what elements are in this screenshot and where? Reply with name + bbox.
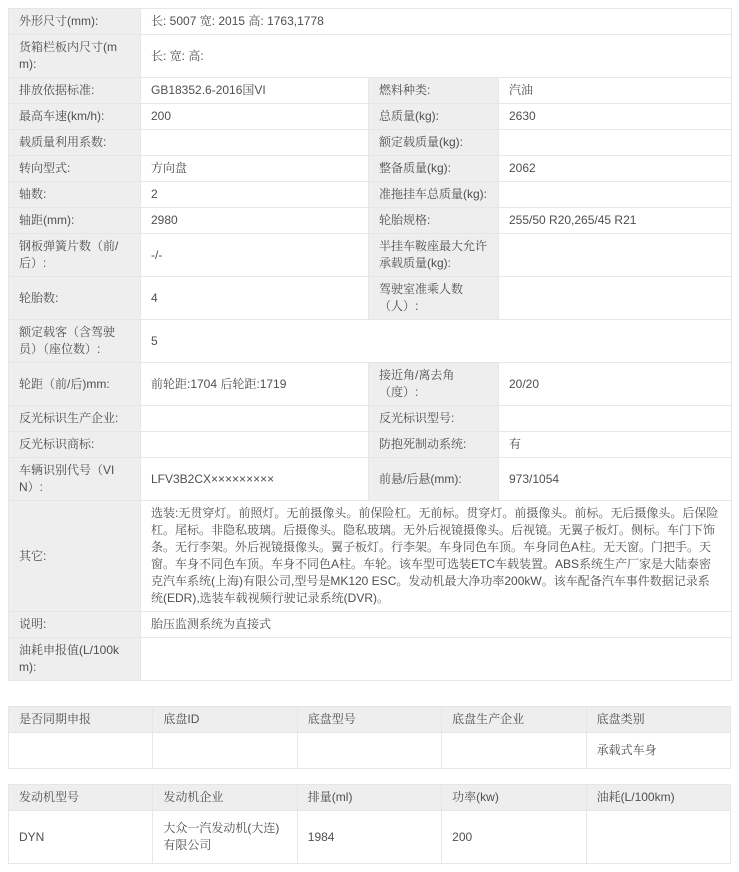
engine-data-cell: 大众一汽发动机(大连)有限公司	[153, 811, 297, 864]
spec-value-cell: 255/50 R20,265/45 R21	[499, 208, 732, 234]
chassis-header-cell: 底盘生产企业	[442, 707, 586, 733]
chassis-table-body	[9, 707, 731, 769]
spec-value-cell: 方向盘	[141, 156, 369, 182]
spec-label-cell: 前悬/后悬(mm):	[369, 458, 499, 501]
spec-label-cell: 轴距(mm):	[9, 208, 141, 234]
spec-value-cell	[499, 182, 732, 208]
spec-row	[9, 104, 732, 130]
spec-label-cell: 总质量(kg):	[369, 104, 499, 130]
spec-row	[9, 501, 732, 612]
spec-row	[9, 35, 732, 78]
spec-label-cell: 钢板弹簧片数（前/后）:	[9, 234, 141, 277]
spec-value-cell: 5	[141, 320, 732, 363]
chassis-data-row	[9, 733, 731, 769]
spec-label-cell: 反光标识商标:	[9, 432, 141, 458]
vehicle-spec-table	[8, 8, 732, 681]
spec-value-cell	[141, 638, 732, 681]
engine-data-cell: DYN	[9, 811, 153, 864]
spec-row	[9, 320, 732, 363]
chassis-header-row	[9, 707, 731, 733]
spec-label-cell: 轴数:	[9, 182, 141, 208]
spec-row	[9, 182, 732, 208]
spec-row	[9, 363, 732, 406]
spec-value-cell: -/-	[141, 234, 369, 277]
spec-label-cell: 准拖挂车总质量(kg):	[369, 182, 499, 208]
engine-header-cell: 发动机企业	[153, 785, 297, 811]
spec-label-cell: 说明:	[9, 612, 141, 638]
chassis-header-cell: 底盘型号	[297, 707, 441, 733]
spec-value-cell: 选装:无贯穿灯。前照灯。无前摄像头。前保险杠。无前标。贯穿灯。前摄像头。前标。无后摄像头。后保险杠。尾标。非隐私玻璃。后摄像头。隐私玻璃。无外后视镜摄像头。后视镜。无翼子板灯。侧标。车门下饰条。无行李架。外后视镜摄像头。翼子板灯。行李架。车身同色车顶。车身同色A柱。无天窗。门把手。天窗。车身不同色车顶。车身不同色A柱。车轮。该车型可选装ETC车载装置。ABS系统生产厂家是大陆泰密克汽车系统(上海)有限公司,型号是MK120 ESC。发动机最大净功率200kW。该车配备汽车事件数据记录系统(EDR),选装车载视频行驶记录系统(DVR)。	[141, 501, 732, 612]
engine-header-row	[9, 785, 731, 811]
spec-row	[9, 432, 732, 458]
spec-value-cell: 2	[141, 182, 369, 208]
spec-row	[9, 156, 732, 182]
spec-row	[9, 78, 732, 104]
spec-label-cell: 轮距（前/后)mm:	[9, 363, 141, 406]
spec-value-cell	[141, 406, 369, 432]
spec-value-cell	[141, 130, 369, 156]
spec-value-cell: 长: 宽: 高:	[141, 35, 732, 78]
chassis-data-cell: 承载式车身	[586, 733, 730, 769]
spec-label-cell: 轮胎数:	[9, 277, 141, 320]
spec-label-cell: 转向型式:	[9, 156, 141, 182]
spec-label-cell: 额定载质量(kg):	[369, 130, 499, 156]
engine-data-cell	[586, 811, 730, 864]
spec-label-cell: 反光标识生产企业:	[9, 406, 141, 432]
spec-value-cell: 2630	[499, 104, 732, 130]
spec-label-cell: 油耗申报值(L/100km):	[9, 638, 141, 681]
spec-label-cell: 其它:	[9, 501, 141, 612]
spec-row	[9, 208, 732, 234]
spec-value-cell: 2062	[499, 156, 732, 182]
chassis-data-cell	[9, 733, 153, 769]
spec-value-cell: 2980	[141, 208, 369, 234]
spec-value-cell: 长: 5007 宽: 2015 高: 1763,1778	[141, 9, 732, 35]
spec-label-cell: 驾驶室准乘人数（人）:	[369, 277, 499, 320]
spec-label-cell: 轮胎规格:	[369, 208, 499, 234]
engine-header-cell: 油耗(L/100km)	[586, 785, 730, 811]
chassis-table	[8, 706, 731, 769]
engine-header-cell: 排量(ml)	[297, 785, 441, 811]
engine-table-body	[9, 785, 731, 864]
spec-row	[9, 458, 732, 501]
spec-label-cell: 接近角/离去角（度）:	[369, 363, 499, 406]
spec-label-cell: 车辆识别代号（VIN）:	[9, 458, 141, 501]
spec-row	[9, 406, 732, 432]
engine-header-cell: 功率(kw)	[442, 785, 586, 811]
spec-label-cell: 防抱死制动系统:	[369, 432, 499, 458]
spec-row	[9, 130, 732, 156]
engine-data-row	[9, 811, 731, 864]
engine-table	[8, 784, 731, 864]
spec-value-cell: 20/20	[499, 363, 732, 406]
vehicle-spec-table-body	[9, 9, 732, 681]
spec-value-cell	[141, 432, 369, 458]
spec-value-cell	[499, 130, 732, 156]
chassis-header-cell: 是否同期申报	[9, 707, 153, 733]
spec-label-cell: 货箱栏板内尺寸(mm):	[9, 35, 141, 78]
engine-data-cell: 1984	[297, 811, 441, 864]
spec-label-cell: 外形尺寸(mm):	[9, 9, 141, 35]
chassis-header-cell: 底盘ID	[153, 707, 297, 733]
spec-value-cell: GB18352.6-2016国VI	[141, 78, 369, 104]
spec-label-cell: 半挂车鞍座最大允许承载质量(kg):	[369, 234, 499, 277]
spec-value-cell: 4	[141, 277, 369, 320]
chassis-data-cell	[153, 733, 297, 769]
spec-label-cell: 额定载客（含驾驶员）（座位数）:	[9, 320, 141, 363]
spec-value-cell: 前轮距:1704 后轮距:1719	[141, 363, 369, 406]
spec-row	[9, 612, 732, 638]
spec-label-cell: 整备质量(kg):	[369, 156, 499, 182]
spec-label-cell: 反光标识型号:	[369, 406, 499, 432]
spec-label-cell: 排放依据标准:	[9, 78, 141, 104]
spec-label-cell: 燃料种类:	[369, 78, 499, 104]
spec-value-cell	[499, 406, 732, 432]
spec-row	[9, 638, 732, 681]
spec-value-cell: 有	[499, 432, 732, 458]
spec-row	[9, 277, 732, 320]
engine-data-cell: 200	[442, 811, 586, 864]
spec-value-cell: 200	[141, 104, 369, 130]
spec-value-cell	[499, 277, 732, 320]
chassis-data-cell	[297, 733, 441, 769]
spec-row	[9, 234, 732, 277]
spec-label-cell: 载质量利用系数:	[9, 130, 141, 156]
spec-value-cell: 汽油	[499, 78, 732, 104]
spec-value-cell	[499, 234, 732, 277]
engine-header-cell: 发动机型号	[9, 785, 153, 811]
chassis-header-cell: 底盘类别	[586, 707, 730, 733]
spec-value-cell: 胎压监测系统为直接式	[141, 612, 732, 638]
spec-row	[9, 9, 732, 35]
chassis-data-cell	[442, 733, 586, 769]
spec-label-cell: 最高车速(km/h):	[9, 104, 141, 130]
spec-value-cell: 973/1054	[499, 458, 732, 501]
spec-value-cell: LFV3B2CX×××××××××	[141, 458, 369, 501]
